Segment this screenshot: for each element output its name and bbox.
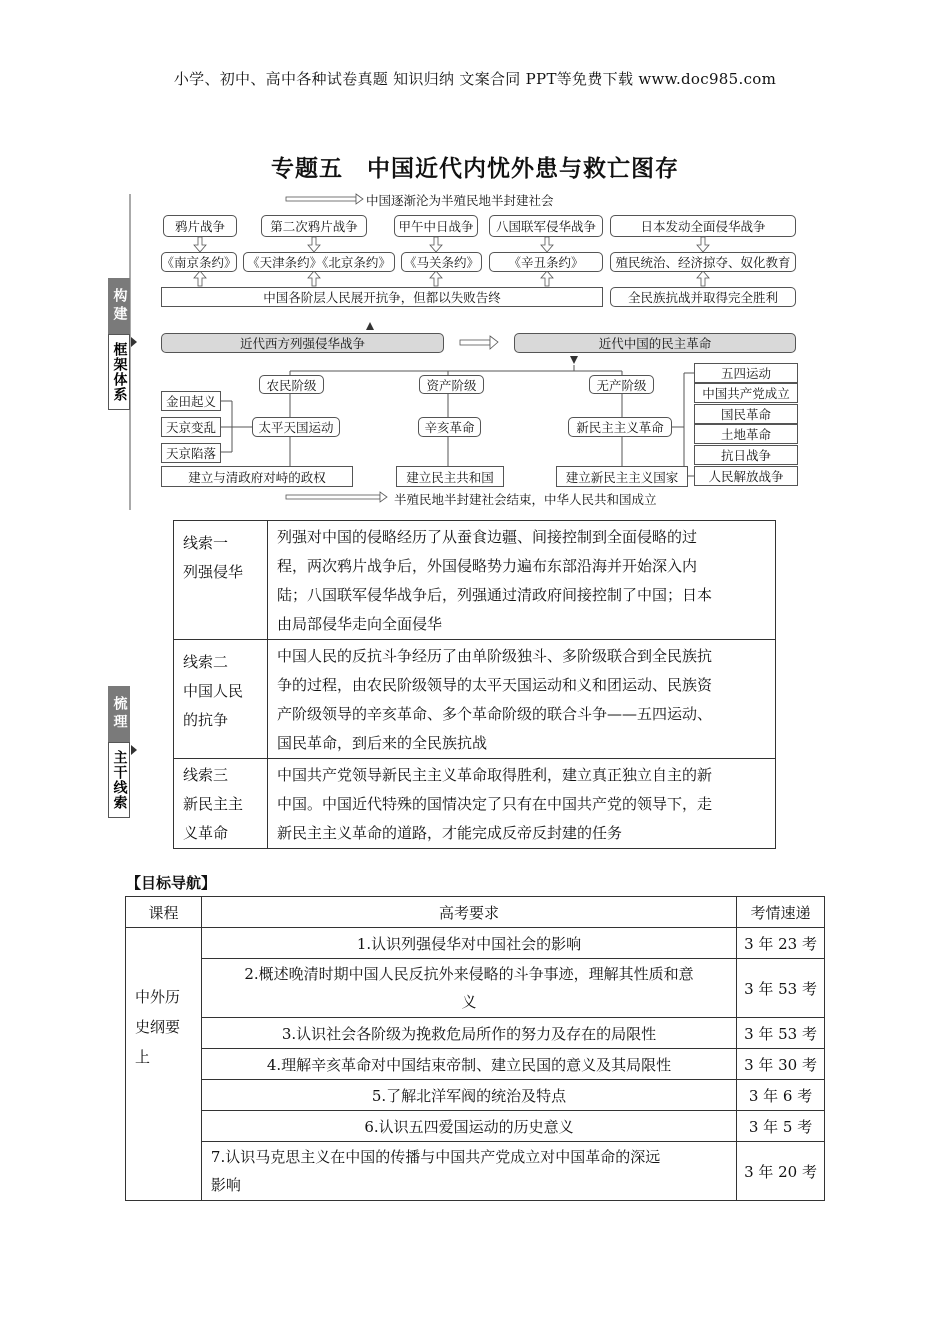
course-line: 中外历 [135,988,181,1006]
movement-taiping: 太平天国运动 [252,417,340,437]
table-row [126,1142,825,1201]
side-label-clues-bottom-text: 主干线索 [111,750,128,810]
clue-text-line: 争的过程，由农民阶级领导的太平天国运动和义和团运动、民族资 [277,676,713,694]
war-opium: 鸦片战争 [163,215,237,237]
table-row [126,959,825,1018]
requirement-text: 影响 [210,1176,241,1194]
taiping-tianjing-incident: 天京变乱 [161,417,221,437]
requirement-cell [201,959,736,1018]
stage-may-fourth: 五四运动 [694,363,798,383]
clue-label [174,640,268,759]
stage-national-revolution: 国民革命 [694,404,798,424]
class-proletariat: 无产阶级 [589,375,654,394]
column-header: 高考要求 [201,897,736,928]
frequency-cell: 3 年 53 考 [737,1018,825,1049]
movement-xinhai: 辛亥革命 [418,417,481,437]
war-eight-nation: 八国联军侵华战争 [489,215,603,237]
side-arrow-clues [131,745,137,755]
requirement-cell [201,1018,736,1049]
war-japan-full: 日本发动全面侵华战争 [610,215,796,237]
side-label-clues-top [108,686,130,742]
page-title: 专题五 中国近代内忧外患与救亡图存 [271,156,679,182]
clue-text-line: 列强对中国的侵略经历了从蚕食边疆、间接控制到全面侵略的过 [277,528,698,546]
clue-text-line: 中国共产党领导新民主主义革命取得胜利，建立真正独立自主的新 [277,766,713,784]
clue-text-line: 国民革命，到后来的全民族抗战 [277,734,488,752]
stage-cpc-founding: 中国共产党成立 [694,383,798,403]
clue-label-line: 线索三 [183,766,229,784]
course-line: 上 [135,1048,151,1066]
treaty-boxer: 《辛丑条约》 [489,252,603,272]
requirement-cell [201,1049,736,1080]
requirement-text: 6.认识五四爱国运动的历史意义 [364,1117,574,1136]
clue-label [174,759,268,849]
side-label-framework-top-text: 构建 [111,288,128,324]
table-row [126,1111,825,1142]
clue-text-line: 中国。中国近代特殊的国情决定了只有在中国共产党的领导下，走 [277,795,713,813]
clue-text-line: 新民主主义革命的道路，才能完成反帝反封建的任务 [277,824,623,842]
clue-label [174,521,268,640]
framework-diagram [0,0,950,520]
side-label-clues-top-text: 梳理 [111,696,128,732]
goal-table [125,896,825,1201]
war-sino-japanese: 甲午中日战争 [394,215,478,237]
clue-text [268,759,776,849]
requirement-cell [201,1142,736,1201]
clue-label-line: 新民主主 [183,795,244,813]
requirement-text: 1.认识列强侵华对中国社会的影响 [356,934,582,953]
table-row [126,1018,825,1049]
japan-colonial-rule: 殖民统治、经济掠夺、奴化教育 [610,252,796,272]
stage-liberation-war: 人民解放战争 [694,466,798,486]
clue-label-line: 的抗争 [183,711,229,729]
table-row [174,759,776,849]
requirement-text: 义 [461,993,477,1011]
resistance-failed: 中国各阶层人民展开抗争，但都以失败告终 [161,287,603,307]
clue-label-line: 线索一 [183,534,229,552]
side-label-framework-top [108,278,130,334]
column-header: 课程 [126,897,202,928]
taiping-jintian: 金田起义 [161,391,221,411]
side-label-framework-bottom-text: 框架体系 [111,342,128,402]
column-header: 考情速递 [737,897,825,928]
side-label-framework-bottom [108,334,130,410]
clue-text [268,640,776,759]
outcome-regime: 建立与清政府对峙的政权 [161,466,353,487]
table-row [174,640,776,759]
requirement-text: 2.概述晚清时期中国人民反抗外来侵略的斗争事迹，理解其性质和意 [244,965,694,983]
table-row [126,1080,825,1111]
clue-text-line: 程，两次鸦片战争后，外国侵略势力遍布东部沿海并开始深入内 [277,557,698,575]
requirement-text: 4.理解辛亥革命对中国结束帝制、建立民国的意义及其局限性 [266,1055,672,1074]
taiping-tianjing-fall: 天京陷落 [161,443,221,463]
table-row [126,1049,825,1080]
requirement-cell [201,928,736,959]
treaty-nanjing: 《南京条约》 [161,252,237,272]
frequency-cell: 3 年 30 考 [737,1049,825,1080]
course-line: 史纲要 [135,1018,181,1036]
table-row [174,521,776,640]
clues-table [173,520,776,849]
clue-text [268,521,776,640]
treaty-shimonoseki: 《马关条约》 [401,252,482,272]
clue-text-line: 中国人民的反抗斗争经历了由单阶级独斗、多阶级联合到全民族抗 [277,647,713,665]
outcome-new-state: 建立新民主主义国家 [556,466,688,487]
bottom-banner: 半殖民地半封建社会结束，中华人民共和国成立 [394,492,657,507]
clue-label-line: 中国人民 [183,682,244,700]
stage-land-revolution: 土地革命 [694,424,798,444]
requirement-text: 7.认识马克思主义在中国的传播与中国共产党成立对中国革命的深远 [210,1148,661,1166]
treaty-tianjin-beijing: 《天津条约》《北京条约》 [243,252,395,272]
frequency-cell: 3 年 23 考 [737,928,825,959]
clue-label-line: 义革命 [183,824,229,842]
outcome-republic: 建立民主共和国 [396,466,504,487]
requirement-text: 5.了解北洋军阀的统治及特点 [371,1086,567,1105]
page-header: 小学、初中、高中各种试卷真题 知识归纳 文案合同 PPT等免费下载 www.doc985.com [173,70,777,88]
table-row [126,928,825,959]
clue-text-line: 陆；八国联军侵华战争后，列强通过清政府间接控制了中国；日本 [277,586,713,604]
side-arrow-framework [131,337,137,347]
goal-section-title: 【目标导航】 [126,874,217,892]
democratic-revolution: 近代中国的民主革命 [514,333,796,353]
requirement-cell [201,1080,736,1111]
victory-box: 全民族抗战并取得完全胜利 [610,287,796,307]
course-cell [126,928,202,1201]
requirement-text: 3.认识社会各阶级为挽救危局所作的努力及存在的局限性 [281,1024,657,1043]
frequency-cell: 3 年 5 考 [737,1111,825,1142]
movement-new-democratic: 新民主主义革命 [568,417,672,437]
clue-label-line: 列强侵华 [183,563,244,581]
war-second-opium: 第二次鸦片战争 [261,215,367,237]
frequency-cell: 3 年 53 考 [737,959,825,1018]
top-banner: 中国逐渐沦为半殖民地半封建社会 [366,193,554,208]
stage-anti-japanese: 抗日战争 [694,445,798,465]
class-bourgeois: 资产阶级 [419,375,484,394]
side-label-clues-bottom [108,742,130,818]
class-peasant: 农民阶级 [259,375,324,394]
table-header-row [126,897,825,928]
frequency-cell: 3 年 20 考 [737,1142,825,1201]
clue-label-line: 线索二 [183,653,229,671]
frequency-cell: 3 年 6 考 [737,1080,825,1111]
west-aggression: 近代西方列强侵华战争 [161,333,444,353]
clue-text-line: 由局部侵华走向全面侵华 [277,615,443,633]
requirement-cell [201,1111,736,1142]
clue-text-line: 产阶级领导的辛亥革命、多个革命阶级的联合斗争——五四运动、 [277,705,713,723]
